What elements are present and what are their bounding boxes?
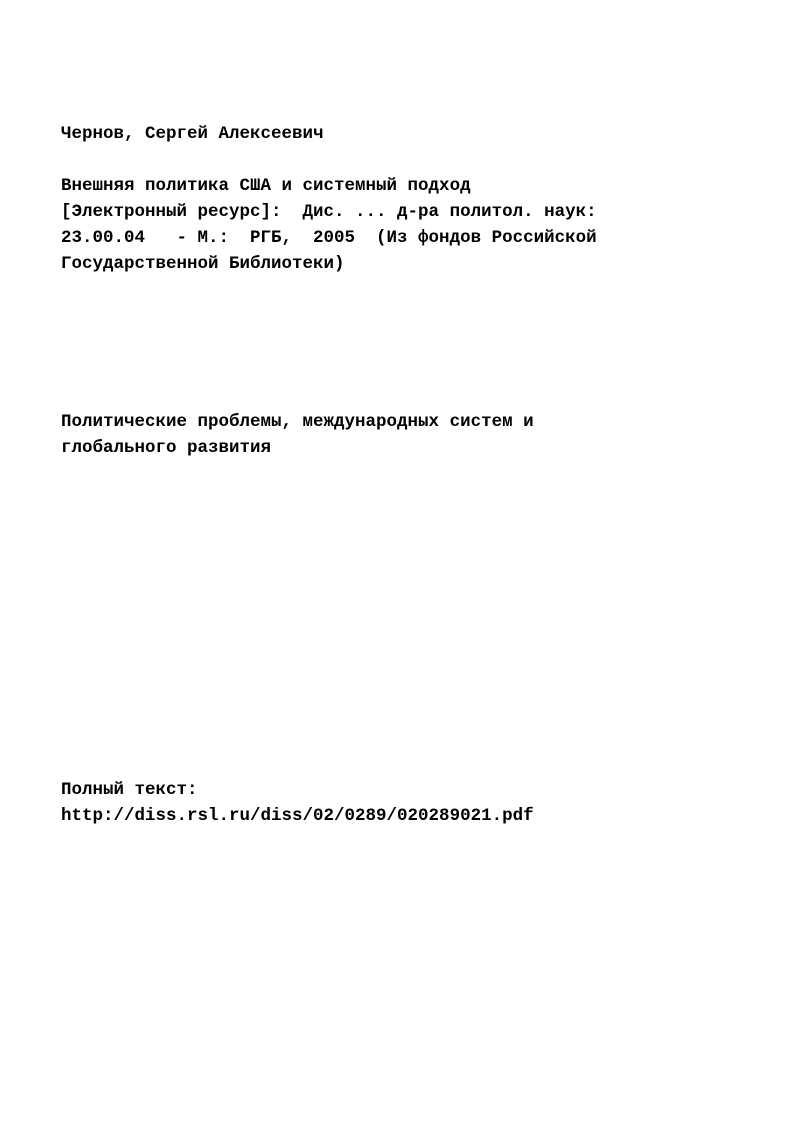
record-title-line-2: [Электронный ресурс]: Дис. ... д-ра политол. наук:	[61, 202, 597, 222]
full-text-url: http://diss.rsl.ru/diss/02/0289/020289021.pdf	[61, 806, 534, 826]
record-title-line-1: Внешняя политика США и системный подход	[61, 176, 471, 196]
subject-line-2: глобального развития	[61, 438, 272, 458]
record-title-line-3: 23.00.04 - М.: РГБ, 2005 (Из фондов Российской	[61, 228, 597, 248]
author-name: Чернов, Сергей Алексеевич	[61, 124, 324, 144]
record-title-line-4: Государственной Библиотеки)	[61, 254, 345, 274]
subject-line-1: Политические проблемы, международных систем и	[61, 412, 534, 432]
full-text-label: Полный текст:	[61, 780, 198, 800]
